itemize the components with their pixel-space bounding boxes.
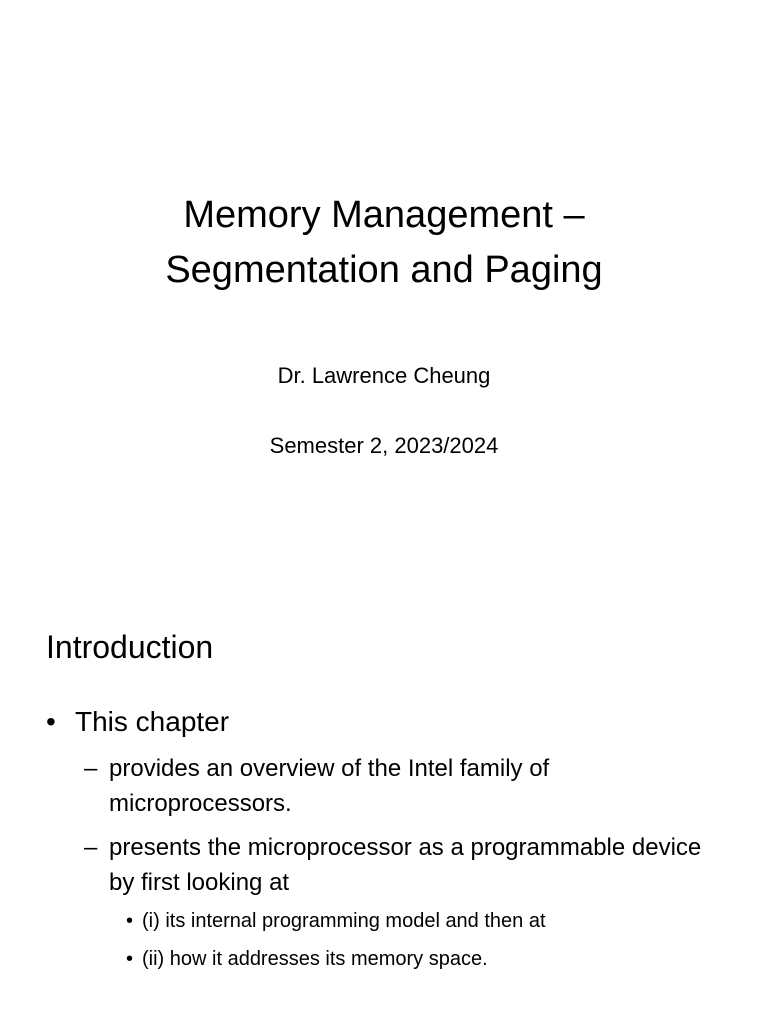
sub-sub-bullet-item — [126, 908, 546, 934]
slide-title-line-1: Memory Management – — [183, 194, 585, 236]
sub-sub-bullet-text: (ii) how it addresses its memory space. — [142, 948, 488, 970]
small-bullet-marker: • — [126, 910, 134, 932]
small-bullet-marker: • — [126, 948, 134, 970]
dash-marker: – — [84, 834, 98, 861]
slide-title-line-2: Segmentation and Paging — [165, 249, 603, 291]
introduction-slide — [0, 512, 768, 1024]
bullet-marker: • — [46, 706, 56, 737]
section-heading: Introduction — [46, 629, 214, 665]
sub-bullet-item — [84, 830, 709, 900]
sub-bullet-text: provides an overview of the Intel family of microprocessors. — [109, 755, 550, 817]
dash-marker: – — [84, 755, 98, 782]
bullet-item — [46, 704, 229, 740]
author-name: Dr. Lawrence Cheung — [277, 363, 491, 388]
semester-label: Semester 2, 2023/2024 — [269, 433, 499, 458]
sub-sub-bullet-item — [126, 946, 488, 972]
bullet-text: This chapter — [75, 706, 230, 737]
sub-sub-bullet-text: (i) its internal programming model and then at — [142, 910, 546, 932]
sub-bullet-text: presents the microprocessor as a programmable device by first looking at — [109, 834, 702, 896]
slide-title — [0, 188, 768, 298]
sub-bullet-item — [84, 751, 709, 821]
